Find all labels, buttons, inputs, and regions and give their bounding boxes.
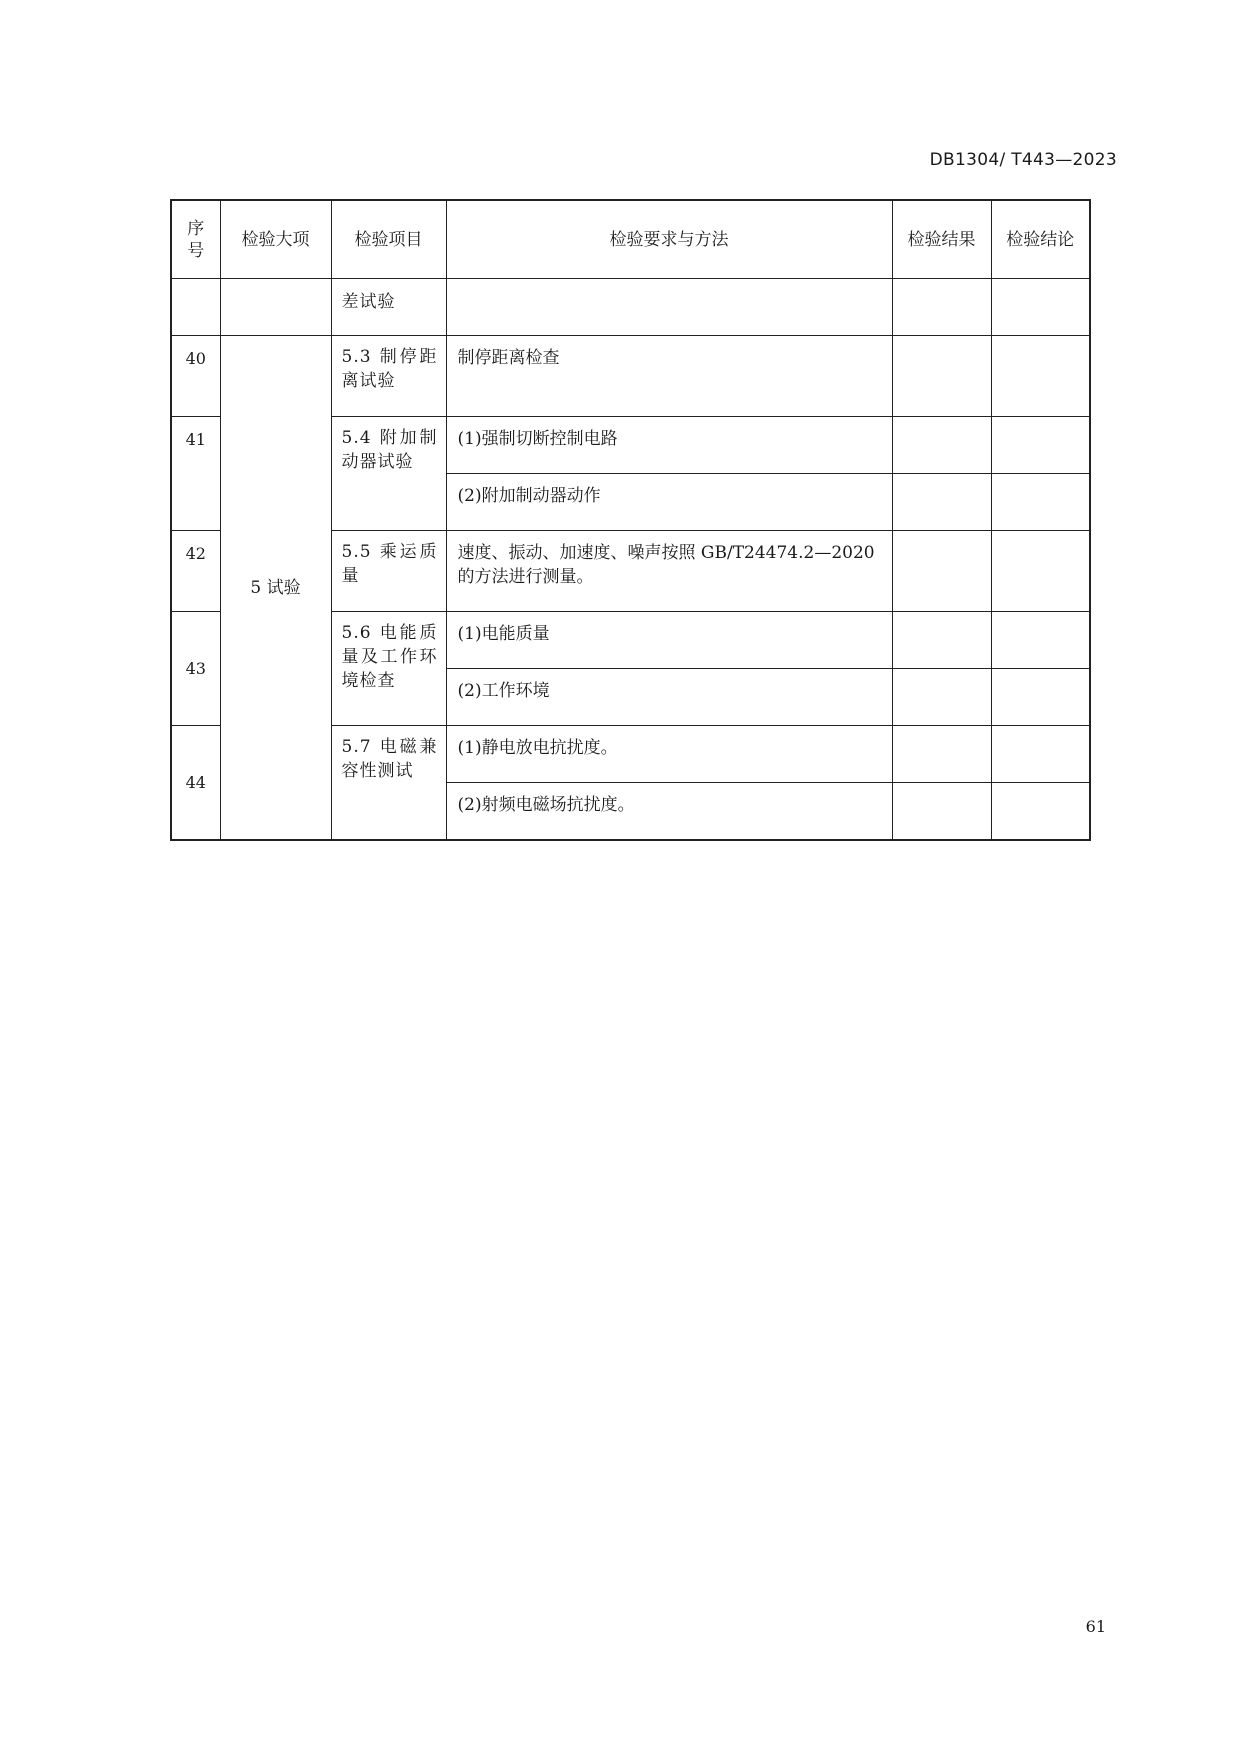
header-seq: 序 号 — [171, 200, 220, 279]
conclusion-cell — [991, 612, 1090, 669]
conclusion-cell — [991, 279, 1090, 336]
header-conclusion: 检验结论 — [991, 200, 1090, 279]
method-cell: (1)强制切断控制电路 — [446, 417, 892, 474]
seq-cell: 44 — [171, 726, 220, 841]
item-cell: 5.6 电能质量及工作环境检查 — [331, 612, 446, 726]
table-row — [171, 279, 1090, 336]
result-cell — [892, 336, 991, 417]
conclusion-cell — [991, 669, 1090, 726]
result-cell — [892, 279, 991, 336]
conclusion-cell — [991, 417, 1090, 474]
result-cell — [892, 531, 991, 612]
document-code: DB1304/ T443—2023 — [929, 150, 1117, 170]
conclusion-cell — [991, 531, 1090, 612]
seq-cell: 43 — [171, 612, 220, 726]
item-cell: 差试验 — [331, 279, 446, 336]
seq-cell: 40 — [171, 336, 220, 417]
result-cell — [892, 669, 991, 726]
method-cell: (1)电能质量 — [446, 612, 892, 669]
item-cell: 5.5 乘运质量 — [331, 531, 446, 612]
method-cell: (2)射频电磁场抗扰度。 — [446, 783, 892, 841]
method-cell — [446, 279, 892, 336]
result-cell — [892, 417, 991, 474]
header-result: 检验结果 — [892, 200, 991, 279]
seq-cell: 41 — [171, 417, 220, 531]
method-cell: 速度、振动、加速度、噪声按照 GB/T24474.2—2020 的方法进行测量。 — [446, 531, 892, 612]
result-cell — [892, 474, 991, 531]
inspection-table — [170, 199, 1091, 841]
result-cell — [892, 612, 991, 669]
method-cell: (2)附加制动器动作 — [446, 474, 892, 531]
table-header-row — [171, 200, 1090, 279]
method-cell: (2)工作环境 — [446, 669, 892, 726]
table-row — [171, 336, 1090, 417]
method-cell: 制停距离检查 — [446, 336, 892, 417]
seq-cell — [171, 279, 220, 336]
page-number: 61 — [1085, 1617, 1106, 1636]
method-cell: (1)静电放电抗扰度。 — [446, 726, 892, 783]
seq-cell: 42 — [171, 531, 220, 612]
item-cell: 5.3 制停距离试验 — [331, 336, 446, 417]
header-item: 检验项目 — [331, 200, 446, 279]
header-method: 检验要求与方法 — [446, 200, 892, 279]
item-cell: 5.7 电磁兼容性测试 — [331, 726, 446, 841]
result-cell — [892, 726, 991, 783]
category-cell — [220, 279, 331, 336]
conclusion-cell — [991, 336, 1090, 417]
header-category: 检验大项 — [220, 200, 331, 279]
conclusion-cell — [991, 783, 1090, 841]
conclusion-cell — [991, 726, 1090, 783]
conclusion-cell — [991, 474, 1090, 531]
category-cell: 5 试验 — [220, 336, 331, 841]
item-cell: 5.4 附加制动器试验 — [331, 417, 446, 531]
result-cell — [892, 783, 991, 841]
